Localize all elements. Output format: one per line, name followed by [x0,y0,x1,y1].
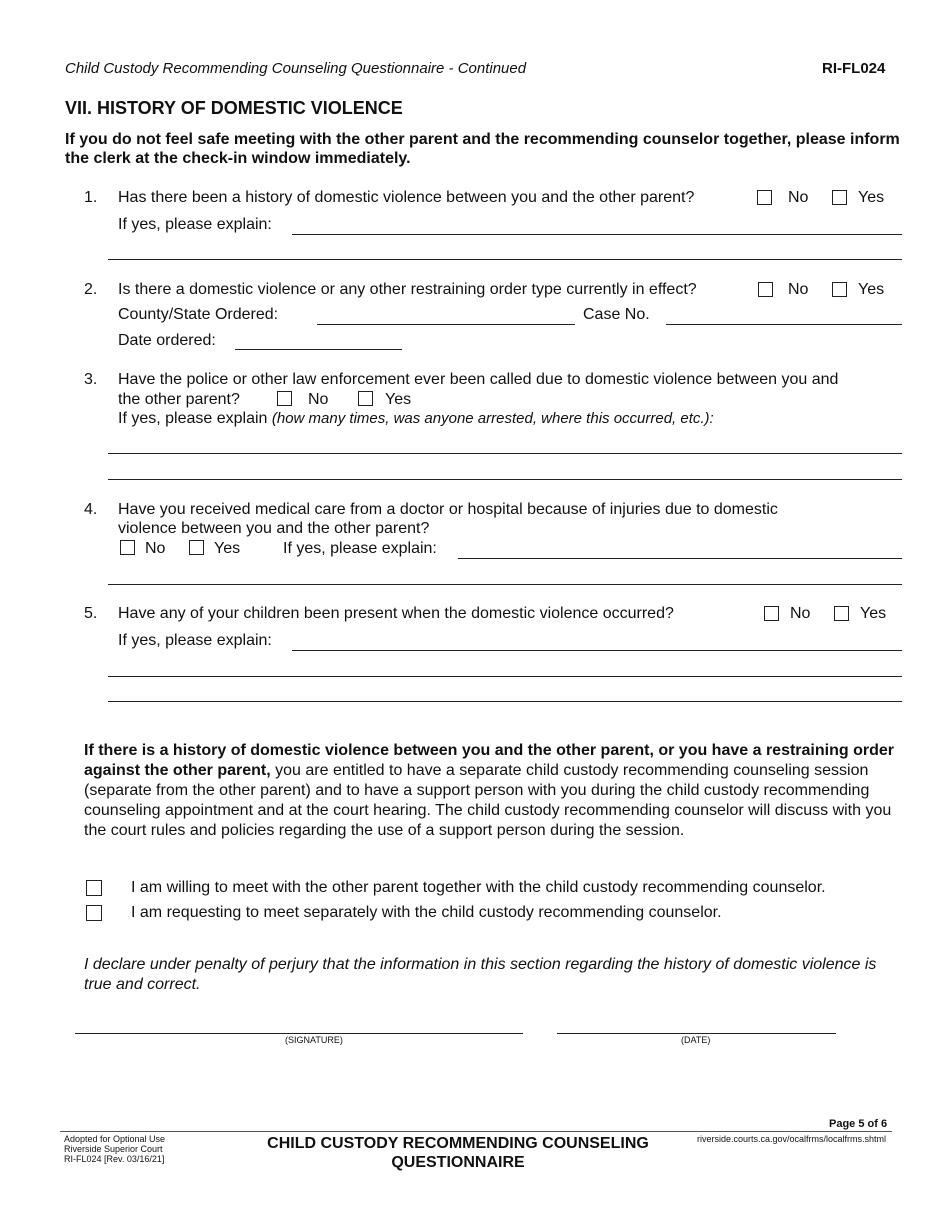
q3-no-label: No [308,391,329,408]
q2-date-label: Date ordered: [118,332,216,349]
q2-case-line[interactable] [666,324,902,325]
q4-yes-checkbox[interactable] [189,540,204,555]
notice-bold-text: If there is a history of domestic violence between you and the other parent, or you have a restraining order against the other parent, [84,742,894,779]
q2-yes-checkbox[interactable] [832,282,847,297]
safety-notice: If you do not feel safe meeting with the other parent and the recommending counselor together, please inform the clerk at the check-in window immediately. [65,131,900,167]
q3-explain-line-1[interactable] [108,453,902,454]
q2-number: 2. [84,281,98,298]
footer-url: riverside.courts.ca.gov/ocalfrms/localfrms.shtml [697,1134,887,1144]
adopted-line-1: Adopted for Optional Use [64,1134,166,1144]
q3-explain-text: If yes, please explain [118,410,268,427]
q2-date-line[interactable] [235,349,402,350]
q3-explain-line-2[interactable] [108,479,902,480]
footer-divider [60,1131,892,1132]
footer-title-line-2: QUESTIONNAIRE [391,1154,525,1171]
q2-no-label: No [788,281,809,298]
q1-text: Has there been a history of domestic violence between you and the other parent? [118,189,695,206]
q3-number: 3. [84,371,98,388]
q5-yes-checkbox[interactable] [834,606,849,621]
q5-no-label: No [790,605,811,622]
q2-county-label: County/State Ordered: [118,306,279,323]
q2-no-checkbox[interactable] [758,282,773,297]
notice-text: you are entitled to have a separate child custody recommending counseling session (separate from the other parent) and to have a support person with you during the child custody recommending counseling appointment and at the court hearing. The child custody recommending counselor will discuss with you the court rules and policies regarding the use of a support person during the session. [84,762,892,839]
q5-yes-label: Yes [860,605,887,622]
q5-explain-line-2[interactable] [108,676,902,677]
q3-yes-checkbox[interactable] [358,391,373,406]
q5-text: Have any of your children been present when the domestic violence occurred? [118,605,674,622]
q2-yes-label: Yes [858,281,885,298]
header-form-title: Child Custody Recommending Counseling Questionnaire - Continued [65,60,527,77]
q1-explain-line-1[interactable] [292,234,902,235]
footer-title-line-1: CHILD CUSTODY RECOMMENDING COUNSELING [267,1135,649,1152]
q4-no-checkbox[interactable] [120,540,135,555]
meet-together-checkbox[interactable] [86,880,102,896]
date-line[interactable] [557,1033,836,1034]
q5-explain-label: If yes, please explain: [118,632,272,649]
signature-line[interactable] [75,1033,523,1034]
q2-county-line[interactable] [317,324,575,325]
q2-case-label: Case No. [583,306,650,323]
meet-together-label: I am willing to meet with the other parent together with the child custody recommending counselor. [131,879,826,896]
q5-no-checkbox[interactable] [764,606,779,621]
q1-number: 1. [84,189,98,206]
q1-yes-checkbox[interactable] [832,190,847,205]
adopted-line-2: Riverside Superior Court [64,1144,163,1154]
q2-text: Is there a domestic violence or any other restraining order type currently in effect? [118,281,697,298]
q1-no-checkbox[interactable] [757,190,772,205]
q5-explain-line-1[interactable] [292,650,902,651]
q4-explain-label: If yes, please explain: [283,540,437,557]
q1-yes-label: Yes [858,189,885,206]
adopted-info [64,1134,165,1164]
meet-separately-checkbox[interactable] [86,905,102,921]
q1-explain-label: If yes, please explain: [118,216,272,233]
q5-explain-line-3[interactable] [108,701,902,702]
separate-session-notice [84,741,899,841]
q4-yes-label: Yes [214,540,241,557]
q3-text-line2: the other parent? [118,391,240,408]
q4-number: 4. [84,501,98,518]
q5-number: 5. [84,605,98,622]
q4-text-line2: violence between you and the other parent? [118,520,430,537]
q4-explain-line-1[interactable] [458,558,902,559]
q3-explain-label [118,410,714,428]
footer-form-title [243,1134,673,1172]
q4-text-line1: Have you received medical care from a doctor or hospital because of injuries due to domestic [118,501,778,518]
q1-no-label: No [788,189,809,206]
q1-explain-line-2[interactable] [108,259,902,260]
q4-explain-line-2[interactable] [108,584,902,585]
perjury-declaration: I declare under penalty of perjury that the information in this section regarding the history of domestic violence is true and correct. [84,956,877,993]
q3-explain-hint: (how many times, was anyone arrested, where this occurred, etc.): [271,410,714,427]
meet-separately-label: I am requesting to meet separately with the child custody recommending counselor. [131,904,722,921]
section-title: VII. HISTORY OF DOMESTIC VIOLENCE [65,98,403,118]
page-number: Page 5 of 6 [829,1118,888,1130]
q3-no-checkbox[interactable] [277,391,292,406]
q3-yes-label: Yes [385,391,412,408]
q4-no-label: No [145,540,166,557]
header-form-id: RI-FL024 [822,60,886,77]
date-label: (DATE) [681,1035,711,1045]
q3-text-line1: Have the police or other law enforcement ever been called due to domestic violence between you and [118,371,839,388]
signature-label: (SIGNATURE) [285,1035,343,1045]
adopted-line-3: RI-FL024 [Rev. 03/16/21] [64,1154,165,1164]
